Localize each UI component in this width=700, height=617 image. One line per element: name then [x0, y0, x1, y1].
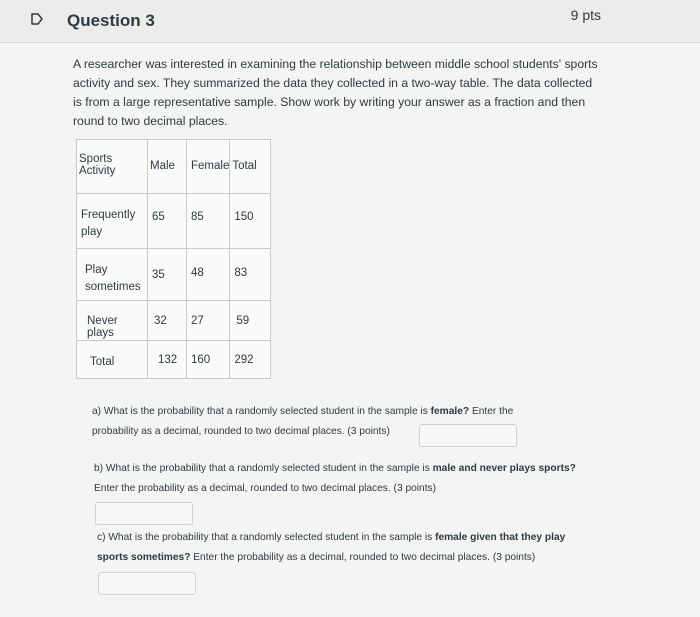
cell-value: 292: [234, 354, 254, 366]
part-c-emphasis: female given that they play sports sometimes?: [97, 532, 566, 563]
row-label: Play sometimes: [85, 264, 141, 293]
question-points: 9 pts: [570, 7, 601, 23]
part-a-emphasis: female?: [430, 406, 470, 417]
header-female: Female: [191, 160, 230, 172]
answer-input-b[interactable]: [95, 502, 193, 525]
two-way-table: [76, 139, 271, 379]
row-label: Never plays: [87, 315, 118, 339]
part-b-emphasis: male and never plays sports?: [432, 463, 576, 474]
header-male: Male: [150, 160, 175, 172]
question-title: Question 3: [67, 11, 155, 30]
cell-value: 83: [234, 267, 248, 279]
cell-value: 85: [191, 211, 204, 223]
question-prompt: A researcher was interested in examining the relationship between middle school students' sports activity and sex. They summarized the data they collected in a two-way table. The data collected is from a large representative sample. Show work by writing your answer as a fraction and then round to two decimal places.: [73, 57, 598, 128]
row-label: Frequently play: [81, 209, 136, 238]
answer-input-c[interactable]: [98, 572, 196, 595]
cell-value: 59: [236, 315, 250, 327]
table-row: [77, 301, 271, 341]
row-label: Total: [90, 356, 115, 368]
cell-value: 160: [191, 354, 211, 366]
answer-input-a[interactable]: [419, 424, 517, 447]
cell-value: 32: [154, 315, 167, 327]
table-row: [77, 194, 271, 249]
table-header-row: [77, 140, 271, 194]
question-header: [0, 0, 700, 43]
cell-value: 132: [158, 354, 178, 366]
header-sports-activity: Sports Activity: [79, 153, 116, 177]
table-row: [77, 249, 271, 301]
question-part-b: b) What is the probability that a randomly selected student in the sample is male and never plays sports? Enter the probability as a decimal, rounded to two decimal places. (3 points): [94, 463, 576, 494]
question-part-c: c) What is the probability that a randomly selected student in the sample is female given that they play sports sometimes? Enter the probability as a decimal, rounded to two decimal places. (3 points): [97, 532, 566, 563]
cell-value: 65: [152, 211, 165, 223]
table-row: [77, 341, 271, 379]
header-total: Total: [232, 160, 257, 172]
question-part-a: a) What is the probability that a randomly selected student in the sample is female? Enter the probability as a decimal, rounded to two decimal places. (3 points): [92, 406, 514, 437]
cell-value: 48: [191, 267, 204, 279]
cell-value: 35: [152, 269, 165, 281]
cell-value: 150: [234, 211, 254, 223]
flag-bookmark-icon[interactable]: [30, 12, 44, 26]
cell-value: 27: [191, 315, 204, 327]
